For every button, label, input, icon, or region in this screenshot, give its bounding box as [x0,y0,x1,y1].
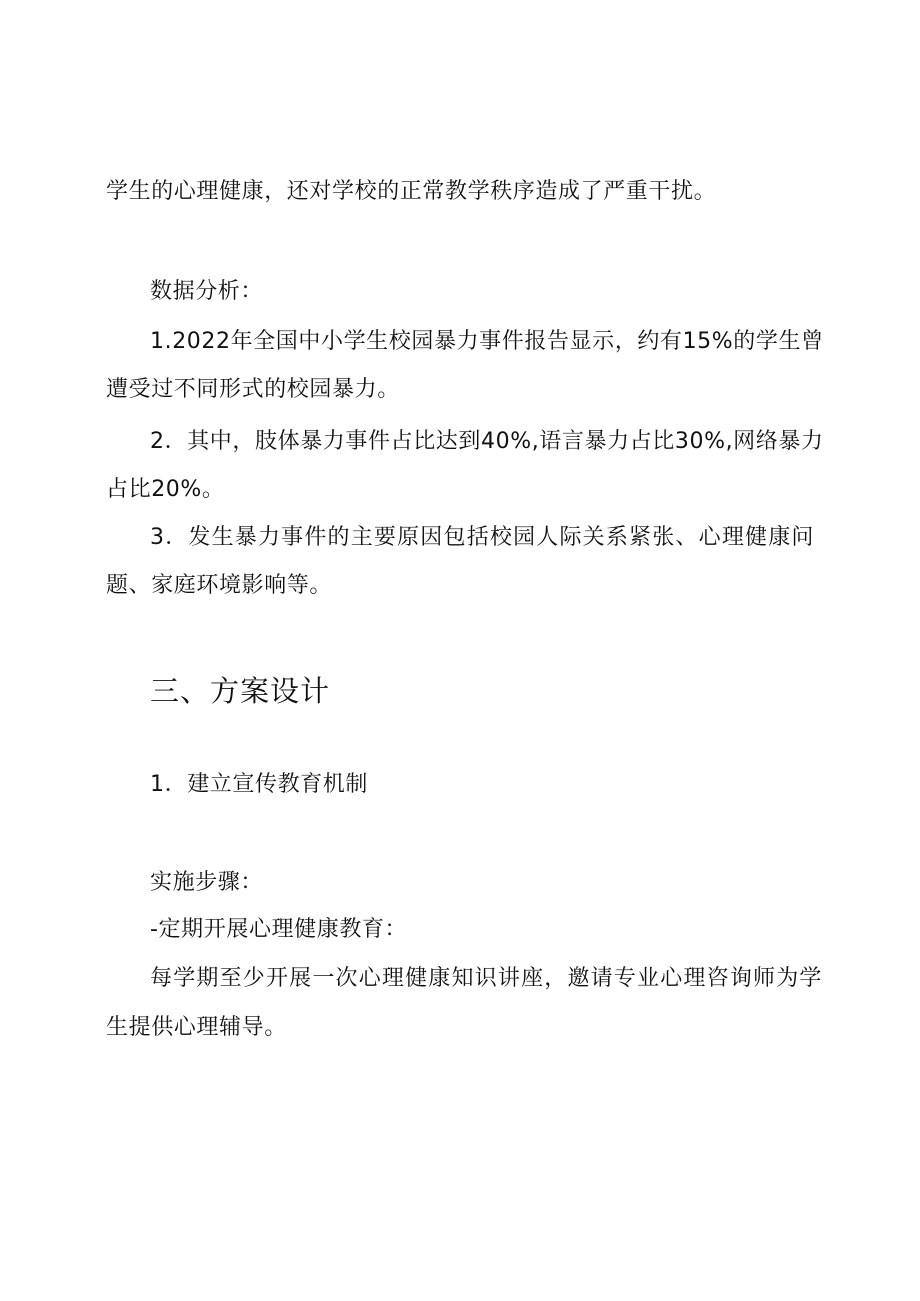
data-item-1-line-1: 1.2022年全国中小学生校园暴力事件报告显示，约有15%的学生曾 [150,329,824,354]
paragraph-intro-end: 学生的心理健康，还对学校的正常教学秩序造成了严重干扰。 [106,179,717,204]
step-1-title: -定期开展心理健康教育： [150,917,408,942]
section-heading: 三、方案设计 [150,674,331,708]
data-item-1-line-2: 遭受过不同形式的校园暴力。 [106,377,400,402]
step-1-line-2: 生提供心理辅导。 [106,1015,287,1040]
data-item-2-line-2: 占比20%。 [106,477,225,502]
data-item-3-line-2: 题、家庭环境影响等。 [106,573,333,598]
data-item-3-line-1: 3．发生暴力事件的主要原因包括校园人际关系紧张、心理健康问 [150,525,814,550]
step-1-line-1: 每学期至少开展一次心理健康知识讲座，邀请专业心理咨询师为学 [150,966,822,991]
data-item-2-line-1: 2．其中，肢体暴力事件占比达到40%,语言暴力占比30%,网络暴力 [150,429,824,454]
steps-label: 实施步骤： [150,870,264,895]
subsection-title: 1．建立宣传教育机制 [150,772,368,797]
data-analysis-label: 数据分析： [150,279,264,304]
